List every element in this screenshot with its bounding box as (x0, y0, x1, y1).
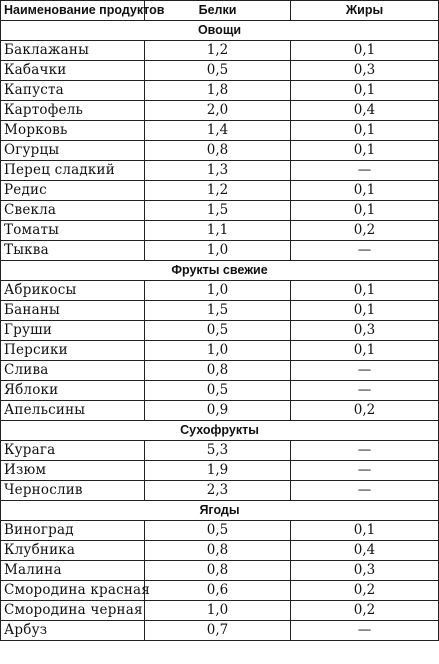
table-row (1, 621, 439, 641)
table-row (1, 161, 439, 181)
product-name: Бананы (1, 301, 145, 321)
table-row (1, 541, 439, 561)
product-name: Абрикосы (1, 281, 145, 301)
protein-value: 0,8 (145, 141, 291, 161)
protein-value: 1,0 (145, 281, 291, 301)
table-row (1, 61, 439, 81)
protein-value: 1,0 (145, 341, 291, 361)
protein-value: 0,5 (145, 521, 291, 541)
header-protein: Белки (145, 1, 291, 21)
protein-value: 5,3 (145, 441, 291, 461)
fat-value: 0,1 (291, 341, 439, 361)
header-name: Наименование продуктов (1, 1, 145, 21)
table-row (1, 381, 439, 401)
fat-value: 0,1 (291, 141, 439, 161)
fat-value: — (291, 621, 439, 641)
fat-value: — (291, 241, 439, 261)
section-row (1, 501, 439, 521)
fat-value: 0,2 (291, 601, 439, 621)
product-name: Клубника (1, 541, 145, 561)
protein-value: 0,8 (145, 561, 291, 581)
protein-value: 0,7 (145, 621, 291, 641)
product-name: Чернослив (1, 481, 145, 501)
table-row (1, 401, 439, 421)
product-name: Картофель (1, 101, 145, 121)
product-name: Слива (1, 361, 145, 381)
product-name: Малина (1, 561, 145, 581)
product-name: Баклажаны (1, 41, 145, 61)
table-row (1, 221, 439, 241)
table-row (1, 601, 439, 621)
fat-value: 0,2 (291, 221, 439, 241)
product-name: Кабачки (1, 61, 145, 81)
fat-value: 0,3 (291, 321, 439, 341)
table-row (1, 121, 439, 141)
protein-value: 0,8 (145, 541, 291, 561)
section-row (1, 21, 439, 41)
protein-value: 1,1 (145, 221, 291, 241)
table-row (1, 301, 439, 321)
product-name: Курага (1, 441, 145, 461)
fat-value: 0,1 (291, 301, 439, 321)
fat-value: 0,1 (291, 201, 439, 221)
protein-value: 1,9 (145, 461, 291, 481)
table-row (1, 341, 439, 361)
product-name: Свекла (1, 201, 145, 221)
fat-value: 0,1 (291, 81, 439, 101)
protein-value: 1,3 (145, 161, 291, 181)
fat-value: — (291, 381, 439, 401)
protein-value: 2,0 (145, 101, 291, 121)
product-name: Тыква (1, 241, 145, 261)
table-row (1, 281, 439, 301)
section-title: Овощи (1, 21, 439, 41)
fat-value: — (291, 361, 439, 381)
product-name: Редис (1, 181, 145, 201)
product-name: Капуста (1, 81, 145, 101)
table-row (1, 481, 439, 501)
protein-value: 1,4 (145, 121, 291, 141)
protein-value: 1,2 (145, 41, 291, 61)
fat-value: 0,1 (291, 521, 439, 541)
fat-value: — (291, 461, 439, 481)
fat-value: 0,1 (291, 181, 439, 201)
table-row (1, 581, 439, 601)
product-name: Изюм (1, 461, 145, 481)
table-row (1, 441, 439, 461)
table-row (1, 101, 439, 121)
fat-value: — (291, 161, 439, 181)
table-row (1, 141, 439, 161)
table-row (1, 181, 439, 201)
section-row (1, 261, 439, 281)
fat-value: 0,1 (291, 281, 439, 301)
product-name: Виноград (1, 521, 145, 541)
protein-value: 2,3 (145, 481, 291, 501)
protein-value: 0,6 (145, 581, 291, 601)
section-row (1, 421, 439, 441)
table-row (1, 41, 439, 61)
table-row (1, 521, 439, 541)
table-row (1, 361, 439, 381)
protein-value: 1,0 (145, 601, 291, 621)
table-row (1, 201, 439, 221)
fat-value: 0,4 (291, 101, 439, 121)
header-fat: Жиры (291, 1, 439, 21)
protein-value: 1,2 (145, 181, 291, 201)
product-name: Апельсины (1, 401, 145, 421)
product-name: Перец сладкий (1, 161, 145, 181)
table-body (1, 21, 439, 641)
fat-value: 0,3 (291, 561, 439, 581)
protein-value: 1,8 (145, 81, 291, 101)
table-row (1, 241, 439, 261)
product-name: Смородина черная (1, 601, 145, 621)
product-name: Морковь (1, 121, 145, 141)
product-name: Груши (1, 321, 145, 341)
table-row (1, 81, 439, 101)
product-name: Яблоки (1, 381, 145, 401)
table-row (1, 561, 439, 581)
protein-value: 1,0 (145, 241, 291, 261)
protein-value: 0,5 (145, 381, 291, 401)
section-title: Ягоды (1, 501, 439, 521)
section-title: Фрукты свежие (1, 261, 439, 281)
product-name: Томаты (1, 221, 145, 241)
protein-value: 0,5 (145, 61, 291, 81)
product-name: Смородина красная (1, 581, 145, 601)
product-name: Огурцы (1, 141, 145, 161)
fat-value: 0,3 (291, 61, 439, 81)
fat-value: 0,1 (291, 41, 439, 61)
table-row (1, 321, 439, 341)
fat-value: 0,2 (291, 401, 439, 421)
section-title: Сухофрукты (1, 421, 439, 441)
product-name: Персики (1, 341, 145, 361)
protein-value: 0,8 (145, 361, 291, 381)
header-row (1, 1, 439, 21)
fat-value: — (291, 481, 439, 501)
fat-value: 0,2 (291, 581, 439, 601)
protein-value: 0,9 (145, 401, 291, 421)
protein-value: 1,5 (145, 201, 291, 221)
fat-value: — (291, 441, 439, 461)
fat-value: 0,4 (291, 541, 439, 561)
table-row (1, 461, 439, 481)
fat-value: 0,1 (291, 121, 439, 141)
protein-value: 1,5 (145, 301, 291, 321)
product-name: Арбуз (1, 621, 145, 641)
protein-value: 0,5 (145, 321, 291, 341)
